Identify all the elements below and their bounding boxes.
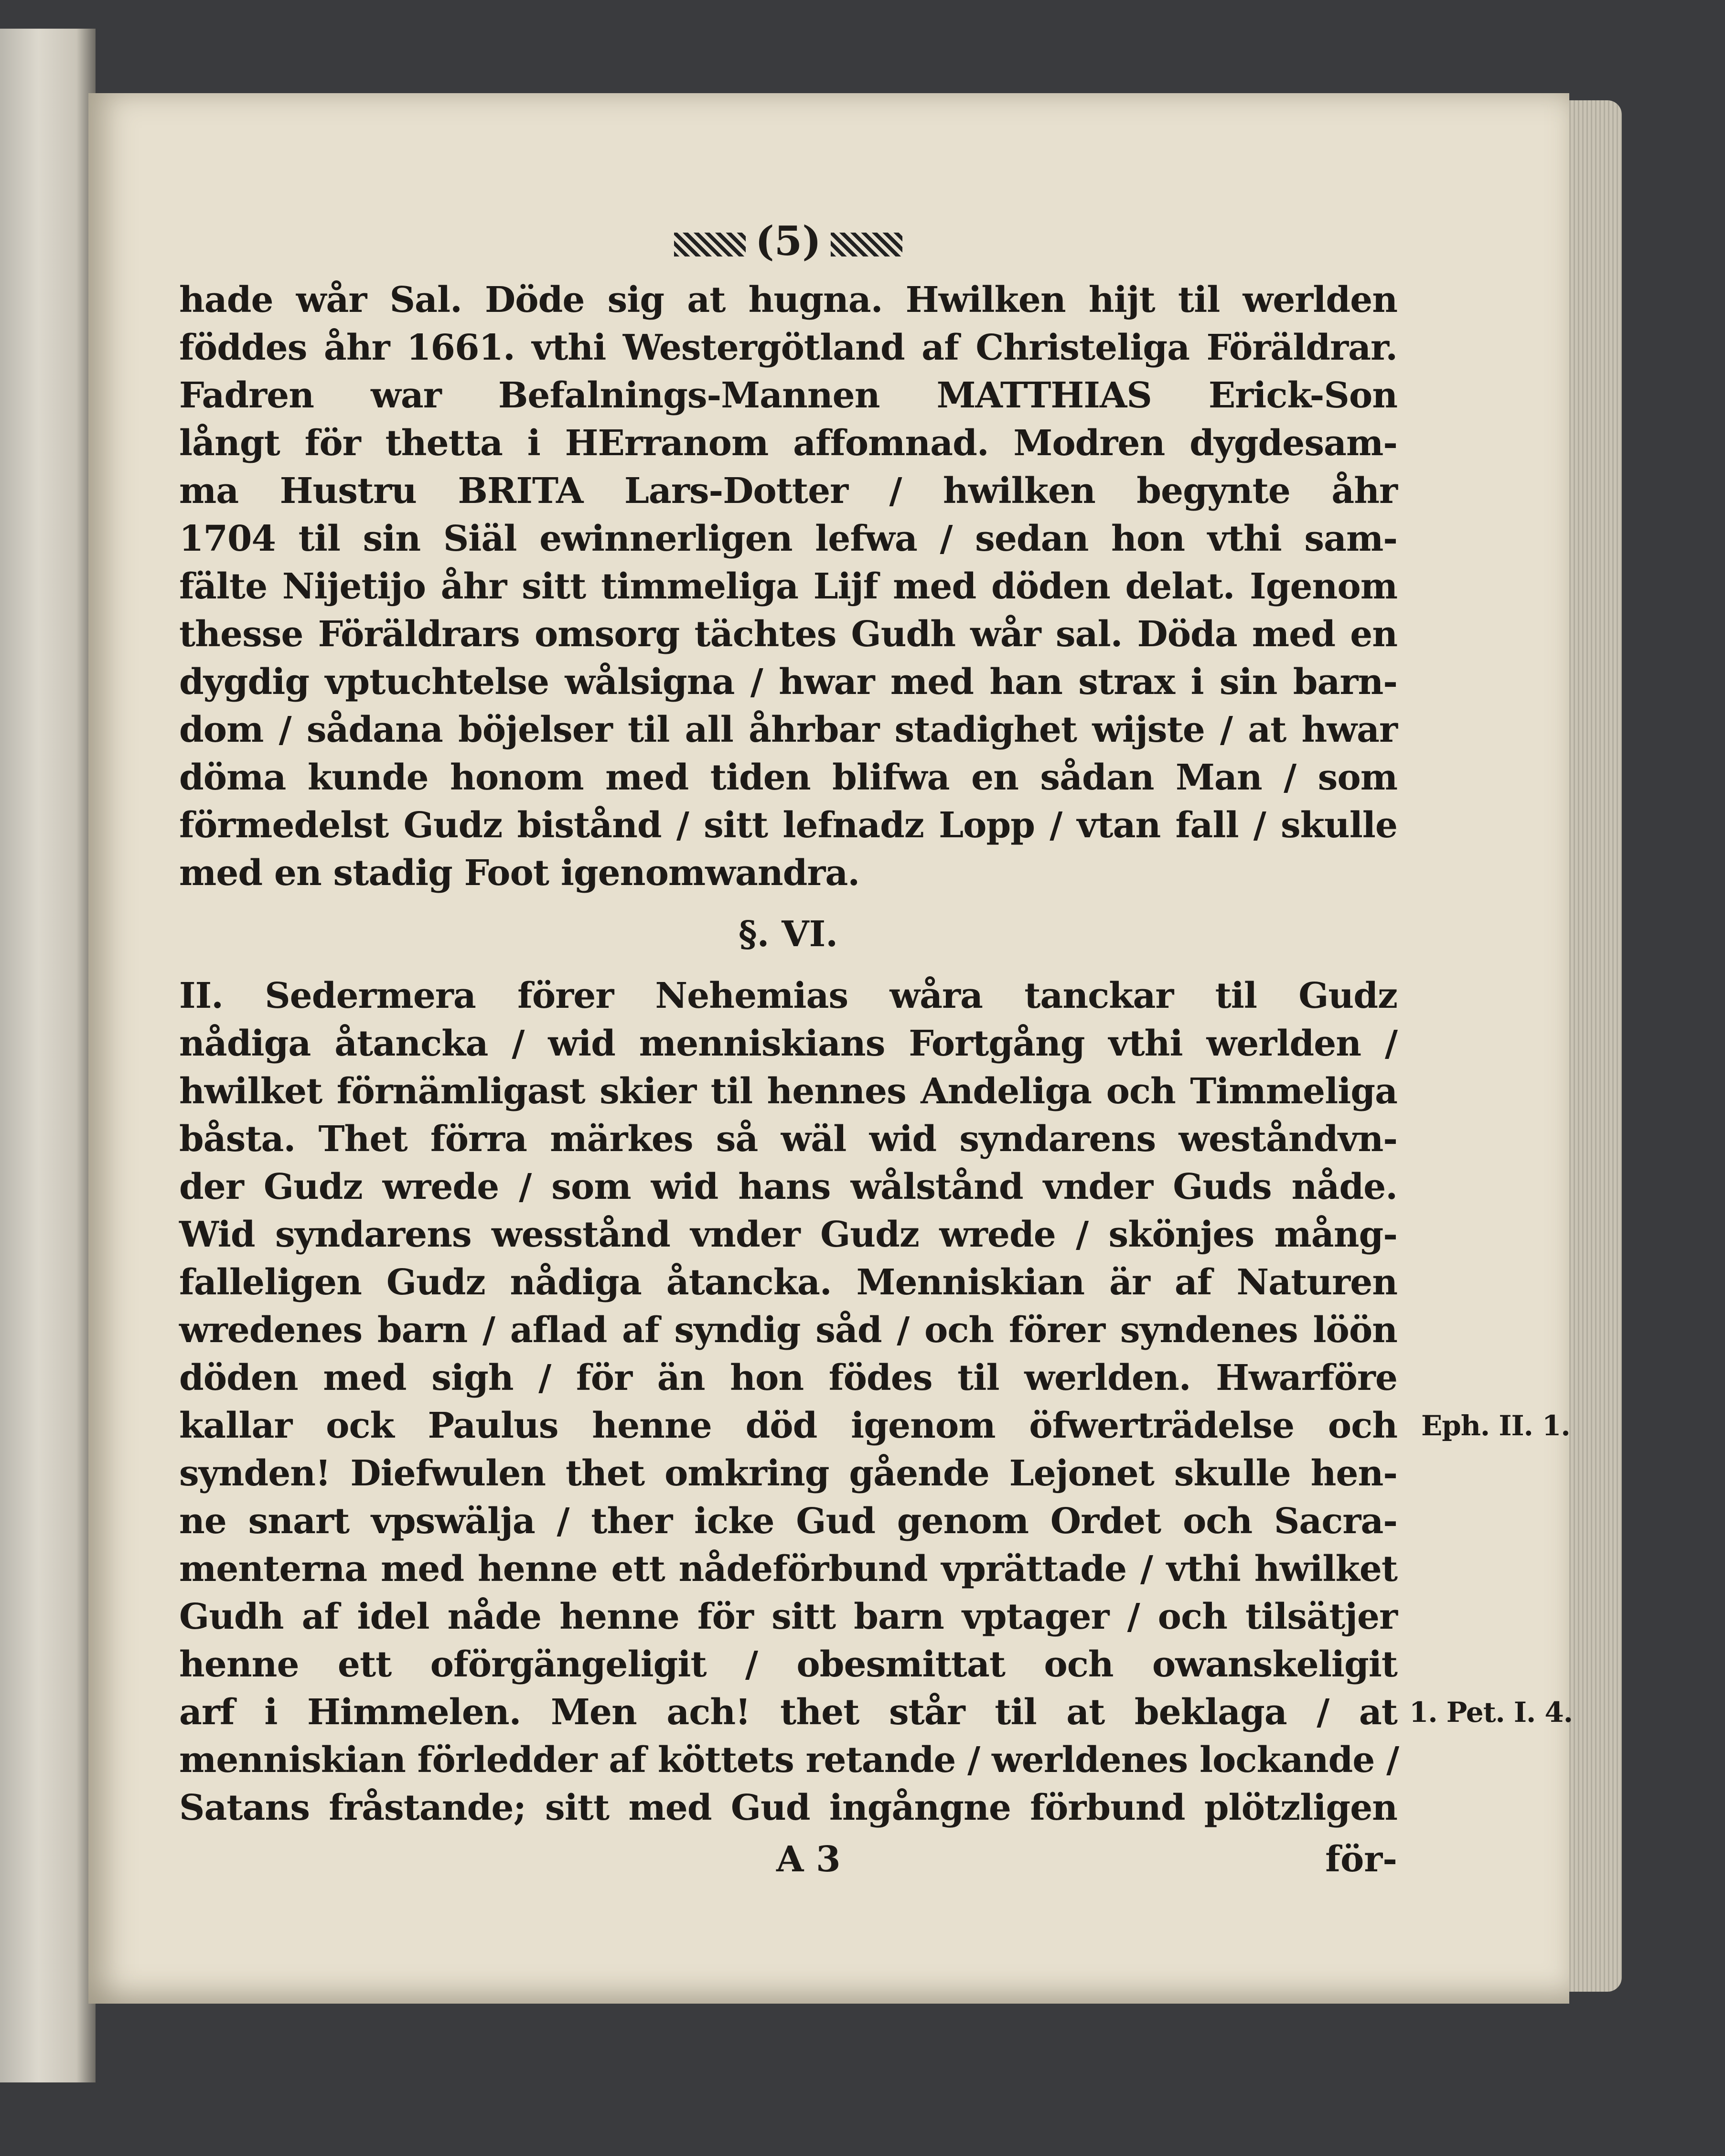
text-line-with-note [179, 1402, 1570, 1450]
text-line: kallar ock Paulus henne död igenom öfwerträdelse och [179, 1405, 1397, 1446]
text-line: hwilket förnämligast skier til hennes Andeliga och Timmeliga [179, 1071, 1397, 1112]
facing-left-page [0, 29, 96, 2082]
text-line: hade wår Sal. Döde sig at hugna. Hwilken hijt til werlden [179, 279, 1397, 320]
margin-note-pet: 1. Pet. I. 4. [1409, 1696, 1573, 1729]
text-line: fälte Nijetijo åhr sitt timmeliga Lijf med döden delat. Igenom [179, 566, 1397, 607]
text-line: långt för thetta i HErranom affomnad. Modren dygdesam- [179, 423, 1397, 464]
text-line: Gudh af idel nåde henne för sitt barn vptager / och tilsätjer [179, 1596, 1397, 1637]
signature-mark: A 3 [776, 1839, 841, 1880]
text-line: henne ett oförgängeligit / obesmittat och owanskeligit [179, 1644, 1397, 1685]
text-line: dom / sådana böjelser til all åhrbar stadighet wijste / at hwar [179, 709, 1397, 750]
text-line: ma Hustru BRITA Lars-Dotter / hwilken begynte åhr [179, 470, 1397, 512]
text-line: föddes åhr 1661. vthi Westergötland af Christeliga Föräldrar. [179, 327, 1397, 368]
section-heading: §. VI. [738, 914, 838, 955]
ornament-right-icon [831, 233, 902, 256]
running-header [621, 217, 955, 265]
text-line: menniskian förledder af köttets retande / werldenes lockande / [179, 1740, 1399, 1781]
text-line: arf i Himmelen. Men ach! thet står til at beklaga / at [179, 1692, 1397, 1733]
text-line: döden med sigh / för än hon födes til werlden. Hwarföre [179, 1357, 1397, 1398]
text-line: synden! Diefwulen thet omkring gående Lejonet skulle hen- [179, 1453, 1397, 1494]
text-line: Wid syndarens wesstånd vnder Gudz wrede / skönjes mång- [179, 1214, 1397, 1255]
body-text [179, 276, 1573, 1832]
text-line: 1704 til sin Siäl ewinnerligen lefwa / sedan hon vthi sam- [179, 518, 1397, 559]
margin-note-eph: Eph. II. 1. [1421, 1409, 1570, 1442]
text-line: med en stadig Foot igenomwandra. [179, 853, 860, 894]
text-line: II. Sedermera förer Nehemias wåra tanckar til Gudz [179, 975, 1397, 1016]
text-line-with-note [179, 1688, 1573, 1736]
text-line: Fadren war Befalnings-Mannen MATTHIAS Erick-Son [179, 375, 1397, 416]
page-number: (5) [755, 217, 821, 265]
text-line: dygdig vptuchtelse wålsigna / hwar med han strax i sin barn- [179, 662, 1397, 703]
catchword: för- [1325, 1839, 1397, 1880]
text-line: nådiga åtancka / wid menniskians Fortgång vthi werlden / [179, 1023, 1397, 1064]
page-footer [179, 1839, 1397, 1887]
text-line: döma kunde honom med tiden blifwa en sådan Man / som [179, 757, 1397, 798]
text-line: der Gudz wrede / som wid hans wålstånd vnder Guds nåde. [179, 1166, 1397, 1207]
ornament-left-icon [674, 233, 746, 256]
text-line: båsta. Thet förra märkes så wäl wid syndarens weståndvn- [179, 1119, 1397, 1160]
text-line: förmedelst Gudz bistånd / sitt lefnadz Lopp / vtan fall / skulle [179, 805, 1397, 846]
text-line: ne snart vpswälja / ther icke Gud genom Ordet och Sacra- [179, 1501, 1397, 1542]
text-line: wredenes barn / aflad af syndig såd / och förer syndenes löön [179, 1310, 1397, 1351]
text-line: thesse Föräldrars omsorg tächtes Gudh wår sal. Döda med en [179, 614, 1397, 655]
text-line: Satans fråstande; sitt med Gud ingångne förbund plötzligen [179, 1787, 1397, 1828]
text-line: falleligen Gudz nådiga åtancka. Menniskian är af Naturen [179, 1262, 1397, 1303]
text-line: menterna med henne ett nådeförbund vprättade / vthi hwilket [179, 1548, 1397, 1590]
